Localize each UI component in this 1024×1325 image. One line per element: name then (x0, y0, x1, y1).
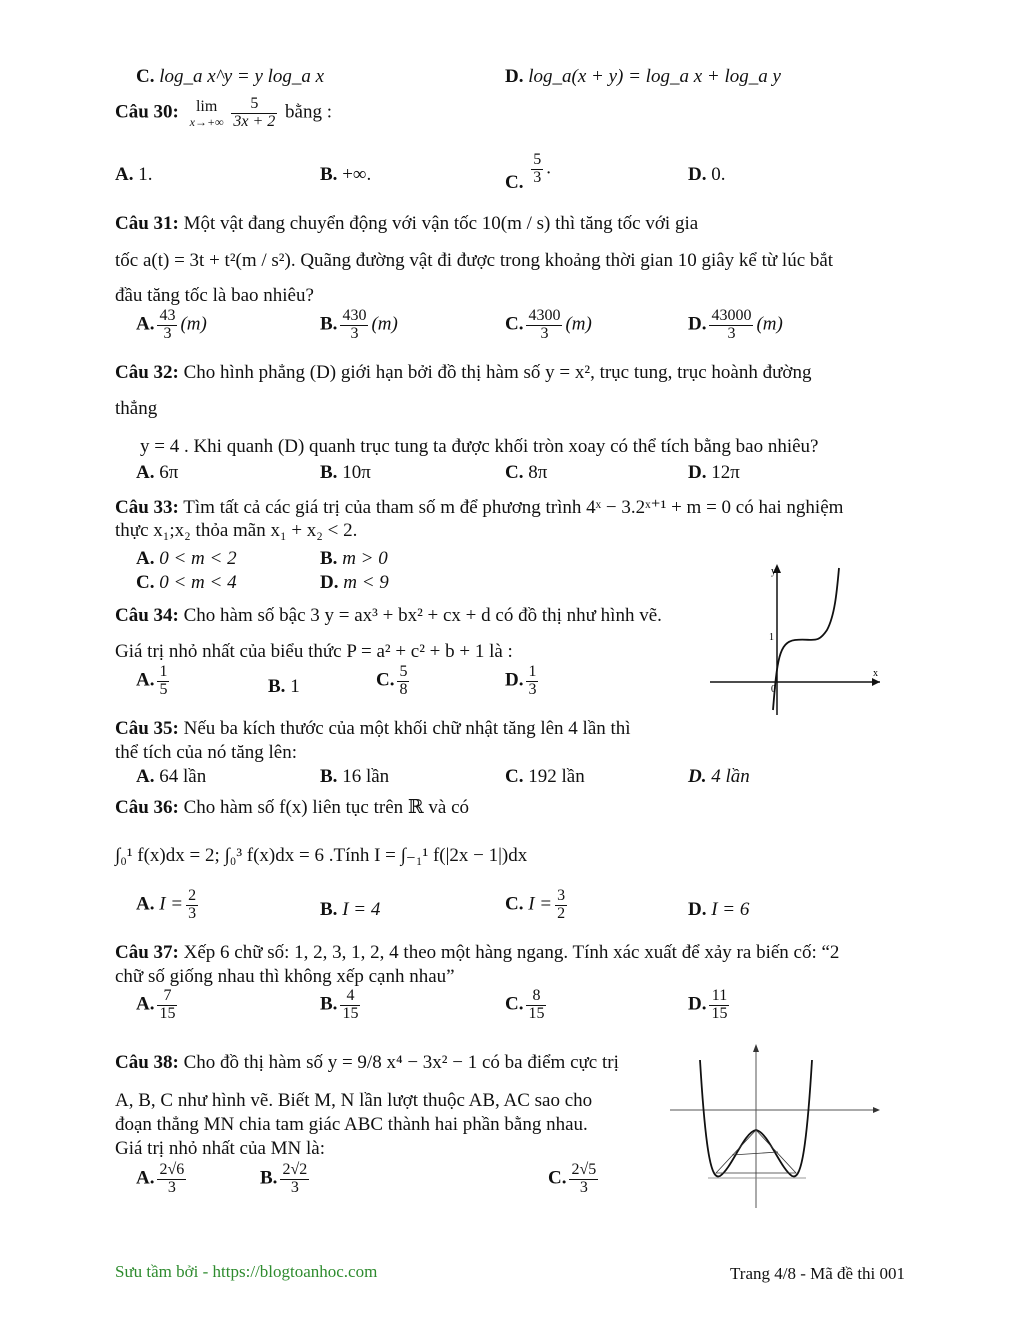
q33-line2: thực x₁;x₂ thỏa mãn x₁ + x₂ < 2. (115, 520, 358, 541)
q38-option-b: B. $\frac{2√2}{3}$ (260, 1161, 308, 1196)
question-label: Câu 32: (115, 362, 179, 383)
q35-option-a: A. 64 lần (136, 766, 207, 787)
question-label: Câu 35: (115, 718, 179, 739)
q31-line2: tốc a(t) = 3t + t²(m / s²). Quãng đường vật đi được trong khoảng thời gian 10 giây kể từ lúc bắt (115, 250, 834, 271)
quartic-graph (668, 1040, 883, 1212)
denominator: 3x + 2 (233, 112, 276, 130)
q37-line2: chữ số giống nhau thì không xếp cạnh nhau” (115, 966, 455, 987)
q30-stem (115, 96, 332, 131)
option-text: log_a(x + y) = log_a x + log_a y (528, 66, 781, 87)
question-label: Câu 30: (115, 101, 179, 123)
q37-line1: Câu 37: Xếp 6 chữ số: 1, 2, 3, 1, 2, 4 theo một hàng ngang. Tính xác xuất để xảy ra biến cố: “2 (115, 942, 840, 963)
q36-line1: Câu 36: Cho hàm số f(x) liên tục trên ℝ và có (115, 797, 470, 818)
q34-line2: Giá trị nhỏ nhất của biểu thức P = a² + c² + b + 1 là : (115, 641, 513, 662)
stem-tail: bằng : (285, 101, 332, 123)
segment-mn (732, 1152, 778, 1155)
q34-option-c: C. $\frac{5}{8}$ (376, 663, 408, 698)
y-axis-arrow (753, 1044, 759, 1052)
q32-line2: thẳng (115, 398, 158, 419)
question-label: Câu 33: (115, 497, 179, 518)
q31-line3: đầu tăng tốc là bao nhiêu? (115, 285, 314, 306)
footer-page-info: Trang 4/8 - Mã đề thi 001 (730, 1264, 906, 1283)
cubic-graph (705, 560, 885, 720)
q30-option-c: C. $\frac{5}{3}$ . (505, 151, 551, 193)
q32-option-d: D. 12π (688, 462, 740, 483)
q33-option-d: D. m < 9 (320, 572, 389, 593)
option-label: C. (136, 66, 155, 87)
question-label: Câu 36: (115, 797, 179, 818)
q35-option-b: B. 16 lần (320, 766, 390, 787)
limit-word: lim (195, 97, 218, 115)
q35-line2: thể tích của nó tăng lên: (115, 742, 298, 763)
q33-option-a: A. 0 < m < 2 (136, 548, 237, 569)
q33-option-b: B. m > 0 (320, 548, 388, 569)
q36-option-d: D. I = 6 (688, 899, 750, 920)
q38-option-a: A. $\frac{2√6}{3}$ (136, 1161, 185, 1196)
q35-line1: Câu 35: Nếu ba kích thước của một khối chữ nhật tăng lên 4 lần thì (115, 718, 631, 739)
q36-option-a: A. I = $\frac{2}{3}$ (136, 887, 197, 922)
q31-line1: Câu 31: Một vật đang chuyển động với vận tốc 10(m / s) thì tăng tốc với gia (115, 213, 699, 234)
q32-line3: y = 4 . Khi quanh (D) quanh trục tung ta được khối tròn xoay có thể tích bằng bao nhiêu? (140, 436, 819, 457)
q37-option-b: B. $\frac{4}{15}$ (320, 987, 359, 1022)
question-label: Câu 34: (115, 605, 179, 626)
q29-option-c (136, 66, 324, 88)
q36-option-c: C. I = $\frac{3}{2}$ (505, 887, 566, 922)
question-label: Câu 31: (115, 213, 179, 234)
question-label: Câu 37: (115, 942, 179, 963)
y-label: y (771, 566, 776, 577)
q31-option-c: C. $\frac{4300}{3}$ (m) (505, 307, 592, 342)
q35-option-d: D. 4 lần (688, 766, 750, 787)
option-label: D. (505, 66, 524, 87)
q32-option-a: A. 6π (136, 462, 179, 483)
q31-option-a: A. $\frac{43}{3}$ (m) (136, 307, 207, 342)
numerator: 5 (231, 96, 277, 114)
q32-option-b: B. 10π (320, 462, 371, 483)
q33-option-c: C. 0 < m < 4 (136, 572, 237, 593)
q36-option-b: B. I = 4 (320, 899, 381, 920)
x-label: x (873, 668, 878, 679)
q37-option-c: C. $\frac{8}{15}$ (505, 987, 545, 1022)
limit-sub: x→+∞ (189, 114, 224, 129)
q38-line2: A, B, C như hình vẽ. Biết M, N lần lượt thuộc AB, AC sao cho (115, 1090, 593, 1111)
x-axis-arrow (873, 1107, 880, 1113)
question-label: Câu 38: (115, 1052, 179, 1073)
q38-option-c: C. $\frac{2√5}{3}$ (548, 1161, 597, 1196)
origin-label: 0 (771, 684, 776, 695)
q34-option-b: B. 1 (268, 676, 300, 697)
q38-line3: đoạn thẳng MN chia tam giác ABC thành hai phần bằng nhau. (115, 1114, 588, 1135)
q32-option-c: C. 8π (505, 462, 548, 483)
q38-line1: Câu 38: Cho đồ thị hàm số y = 9/8 x⁴ − 3x² − 1 có ba điểm cực trị (115, 1052, 619, 1073)
q37-option-a: A. $\frac{7}{15}$ (136, 987, 176, 1022)
footer-source[interactable]: Sưu tầm bởi - https://blogtoanhoc.com (115, 1262, 378, 1281)
x-axis-arrow (872, 678, 880, 686)
q31-option-b: B. $\frac{430}{3}$ (m) (320, 307, 398, 342)
q36-integrals: ∫₀¹ f(x)dx = 2; ∫₀³ f(x)dx = 6 .Tính I = ∫₋₁¹ f(|2x − 1|)dx (115, 845, 528, 866)
q29-option-d (505, 66, 781, 88)
q30-option-b: B. +∞. (320, 164, 372, 185)
q32-line1: Câu 32: Cho hình phẳng (D) giới hạn bởi đồ thị hàm số y = x², trục tung, trục hoành đường (115, 362, 812, 383)
q30-option-a: A. 1. (115, 164, 153, 185)
q33-line1: Câu 33: Tìm tất cả các giá trị của tham số m để phương trình 4ˣ − 3.2ˣ⁺¹ + m = 0 có hai nghiệm (115, 497, 844, 518)
q37-option-d: D. $\frac{11}{15}$ (688, 987, 728, 1022)
tick-one: 1 (769, 632, 774, 643)
q34-option-d: D. $\frac{1}{3}$ (505, 663, 537, 698)
q35-option-c: C. 192 lần (505, 766, 585, 787)
q34-option-a: A. $\frac{1}{5}$ (136, 663, 168, 698)
q31-option-d: D. $\frac{43000}{3}$ (m) (688, 307, 783, 342)
q38-line4: Giá trị nhỏ nhất của MN là: (115, 1138, 326, 1159)
q34-line1: Câu 34: Cho hàm số bậc 3 y = ax³ + bx² + cx + d có đồ thị như hình vẽ. (115, 605, 662, 626)
q30-option-d: D. 0. (688, 164, 726, 185)
option-text: log_a x^y = y log_a x (159, 66, 325, 87)
cubic-curve (773, 568, 839, 710)
